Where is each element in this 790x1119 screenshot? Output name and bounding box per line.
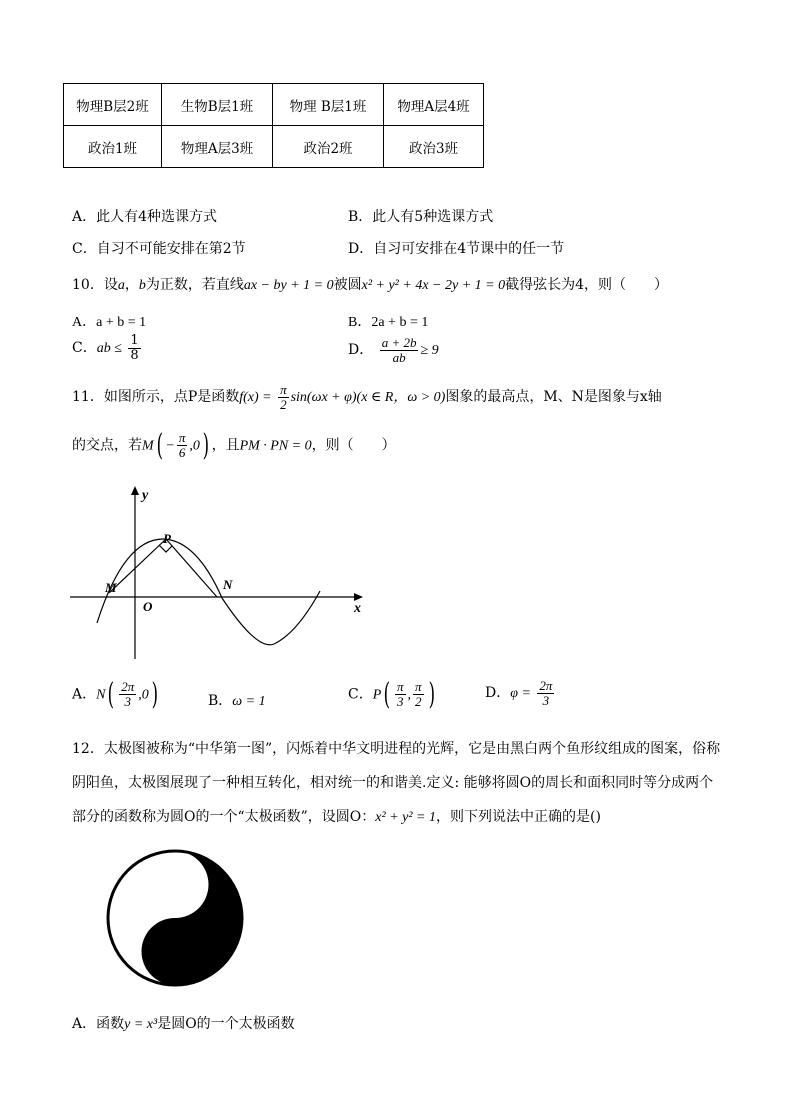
x-arrow-icon [354,593,363,601]
q11-option-d: D．φ = $\frac{2\pi}{3}$ [485,678,553,708]
table-cell: 物理A层3班 [162,126,273,168]
q9-option-a: A．此人有4种选课方式 [72,209,218,225]
table-cell: 物理 B层1班 [273,84,384,126]
q12-option-a: A．函数y = x³是圆O的一个太极函数 [72,1016,295,1032]
table-cell: 政治3班 [384,126,484,168]
x-label: x [354,601,361,616]
q10-option-b: B．2a + b = 1 [348,315,429,330]
table-cell: 物理A层4班 [384,84,484,126]
q9-option-b: B．此人有5种选课方式 [348,209,494,225]
table-cell: 政治2班 [273,126,384,168]
origin-label: O [143,599,153,614]
q9-option-d: D．自习可安排在4节课中的任一节 [348,241,565,257]
q10-stem: 10．设a，b为正数，若直线ax − by + 1 = 0被圆x² + y² + 4x − 2y + 1 = 0截得弦长为4，则（ ） [72,277,669,293]
table-row [64,126,484,168]
q11-stem-line1: 11．如图所示，点P是函数f(x) = $\frac{\pi}{2}$ sin(ωx + φ)(x ∈ R，ω > 0)图象的最高点，M、N是图象与x轴 [72,382,662,412]
q11-option-a: A．N( $\frac{2\pi}{3}$ ,0) [72,677,158,712]
q12-stem-line2: 阴阳鱼，太极图展现了一种相互转化，相对统一的和谐美.定义: 能够将圆O的周长和面积同时等分成两个 [72,775,714,791]
segment-pm [109,539,166,593]
q12-stem-line3: 部分的函数称为圆O的一个“太极函数”，设圆O：x² + y² = 1，则下列说法中正确的是() [72,809,601,825]
sine-graph [62,483,372,663]
schedule-table [63,83,484,168]
q10-option-d: D． $\frac{a + 2b}{ab}$ ≥ 9 [348,335,439,365]
point-p-label: P [163,531,171,546]
sine-curve [97,539,320,645]
q9-option-c: C．自习不可能安排在第2节 [72,241,246,257]
q11-option-b: B．ω = 1 [208,693,266,709]
q10-option-c: C．ab ≤ $\frac{1}{8}$ [72,333,139,363]
table-cell: 政治1班 [64,126,162,168]
table-row [64,84,484,126]
table-cell: 物理B层2班 [64,84,162,126]
right-angle-mark [159,545,172,552]
y-label: y [142,488,149,503]
point-n-label: N [223,577,233,592]
q11-stem-line2: 的交点，若M( − $\frac{\pi}{6}$ ,0) ，且PM · PN = 0，则（ ） [72,428,396,463]
taiji-icon [105,848,245,988]
point-m-label: M [105,580,117,595]
q12-stem-line1: 12．太极图被称为“中华第一图”，闪烁着中华文明进程的光辉，它是由黑白两个鱼形纹组成的图案，俗称 [72,741,721,757]
q11-option-c: C．P( $\frac{\pi}{3}$ , $\frac{\pi}{2}$ ) [348,677,435,712]
y-arrow-icon [131,486,139,495]
q10-option-a: A．a + b = 1 [72,315,147,330]
segment-pn [166,539,217,597]
table-cell: 生物B层1班 [162,84,273,126]
